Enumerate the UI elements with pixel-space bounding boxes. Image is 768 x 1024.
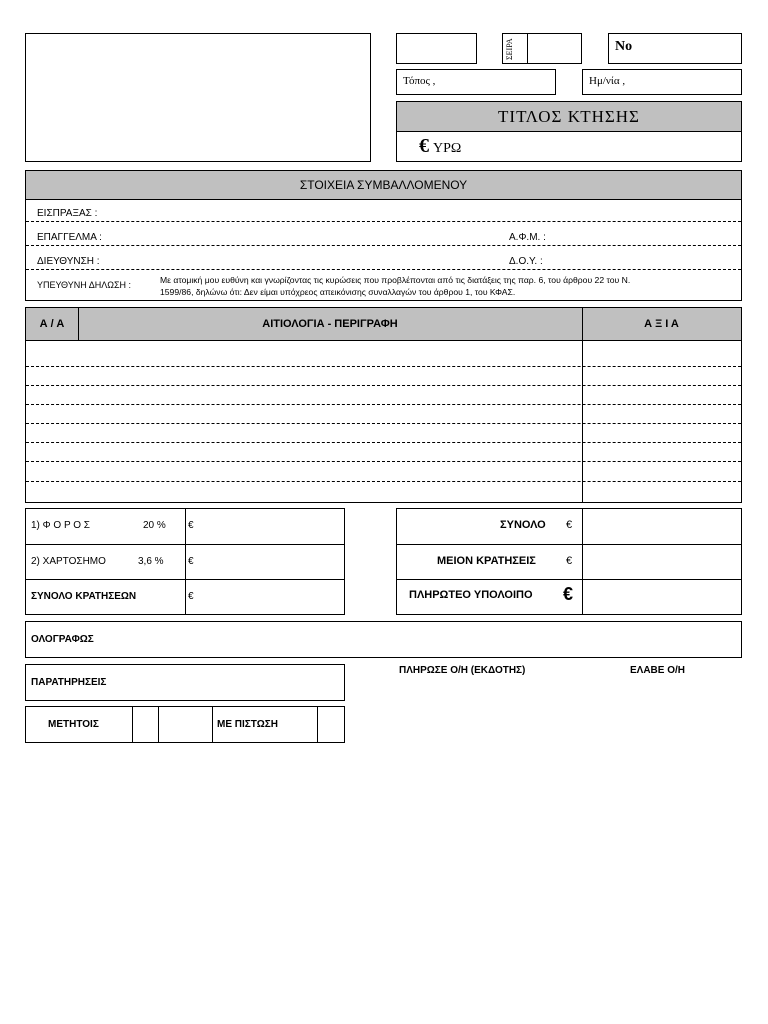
date-field[interactable] bbox=[582, 69, 742, 95]
series-label: ΣΕΙΡΑ bbox=[505, 38, 514, 60]
euro-icon: € bbox=[419, 135, 429, 157]
series-value-box[interactable] bbox=[396, 33, 477, 64]
col-header-value: Α Ξ Ι Α bbox=[644, 318, 679, 330]
place-label: Τόπος , bbox=[403, 75, 436, 87]
tax-rate: 20 % bbox=[143, 520, 166, 531]
total-euro-icon: € bbox=[566, 519, 573, 531]
place-field[interactable] bbox=[396, 69, 556, 95]
col-header-aa: Α / Α bbox=[39, 318, 65, 330]
number-box[interactable] bbox=[608, 33, 742, 64]
totals-box bbox=[396, 508, 742, 615]
date-label: Ημ/νία , bbox=[589, 75, 626, 87]
declaration-line-2: 1599/86, δηλώνω ότι: Δεν είμαι υπόχρεος απεικόνισης συναλλαγών του άρθρου 1, του ΚΦΑΣ. bbox=[160, 287, 516, 297]
declaration-label: ΥΠΕΥΘΥΝΗ ΔΗΛΩΣΗ : bbox=[37, 280, 132, 290]
payable-label: ΠΛΗΡΩΤΕΟ ΥΠΟΛΟΙΠΟ bbox=[409, 589, 533, 601]
minus-euro-icon: € bbox=[566, 555, 573, 567]
amount-in-words-label: ΟΛΟΓΡΑΦΩΣ bbox=[31, 634, 94, 645]
series-box bbox=[502, 33, 582, 64]
total-deductions-euro-icon: € bbox=[188, 591, 194, 602]
table-row[interactable] bbox=[26, 461, 741, 462]
received-by-label: ΕΛΑΒΕ Ο/Η bbox=[630, 665, 686, 676]
number-label: No bbox=[615, 39, 633, 54]
profession-label: ΕΠΑΓΓΕΛΜΑ : bbox=[37, 232, 102, 243]
minus-deductions-label: ΜΕΙΟΝ ΚΡΑΤΗΣΕΙΣ bbox=[437, 555, 536, 567]
party-section-header bbox=[26, 171, 741, 200]
col-header-description: ΑΙΤΙΟΛΟΓΙΑ - ΠΕΡΙΓΡΑΦΗ bbox=[262, 318, 398, 330]
stamp-euro-icon: € bbox=[188, 556, 194, 567]
credit-checkbox[interactable] bbox=[318, 707, 344, 742]
paid-by-label: ΠΛΗΡΩΣΕ Ο/Η (ΕΚΔΟΤΗΣ) bbox=[399, 665, 526, 676]
party-section bbox=[25, 170, 742, 301]
amount-in-words-field[interactable] bbox=[25, 621, 742, 658]
items-table bbox=[25, 307, 742, 503]
address-label: ΔΙΕΥΘΥΝΣΗ : bbox=[37, 256, 100, 267]
payable-euro-icon: € bbox=[563, 584, 574, 604]
party-section-title: ΣΤΟΙΧΕΙΑ ΣΥΜΒΑΛΛΟΜΕΝΟΥ bbox=[299, 178, 468, 192]
doy-label: Δ.Ο.Υ. : bbox=[509, 256, 543, 267]
total-label: ΣΥΝΟΛΟ bbox=[500, 519, 546, 531]
tax-euro-icon: € bbox=[188, 520, 194, 531]
table-row[interactable] bbox=[26, 481, 741, 482]
currency-box bbox=[396, 131, 742, 162]
tax-label: 1) Φ Ο Ρ Ο Σ bbox=[31, 520, 90, 531]
table-row[interactable] bbox=[26, 366, 741, 367]
document-title-bar bbox=[396, 101, 742, 132]
document-title: ΤΙΤΛΟΣ ΚΤΗΣΗΣ bbox=[498, 107, 640, 126]
afm-label: Α.Φ.Μ. : bbox=[509, 232, 546, 243]
cash-checkbox[interactable] bbox=[133, 707, 158, 742]
issuer-box[interactable] bbox=[25, 33, 371, 162]
currency-text: ΥΡΩ bbox=[433, 141, 462, 156]
table-row[interactable] bbox=[26, 404, 741, 405]
table-row[interactable] bbox=[26, 423, 741, 424]
stamp-rate: 3,6 % bbox=[138, 556, 164, 567]
table-row[interactable] bbox=[26, 442, 741, 443]
notes-label: ΠΑΡΑΤΗΡΗΣΕΙΣ bbox=[31, 677, 107, 688]
deductions-box bbox=[25, 508, 345, 615]
table-row[interactable] bbox=[26, 385, 741, 386]
payee-label: ΕΙΣΠΡΑΞΑΣ : bbox=[37, 208, 98, 219]
payment-method-box bbox=[25, 706, 345, 743]
notes-field[interactable] bbox=[25, 664, 345, 701]
declaration-line-1: Με ατομική μου ευθύνη και γνωρίζοντας τις κυρώσεις που προβλέπονται από τις διατάξεις της παρ. 6, του άρθρου 22 του Ν. bbox=[160, 275, 631, 285]
credit-label: ΜΕ ΠΙΣΤΩΣΗ bbox=[217, 719, 278, 730]
total-deductions-label: ΣΥΝΟΛΟ ΚΡΑΤΗΣΕΩΝ bbox=[31, 591, 137, 602]
cash-label: ΜΕΤΗΤΟΙΣ bbox=[48, 719, 99, 730]
stamp-label: 2) ΧΑΡΤΟΣΗΜΟ bbox=[31, 556, 106, 567]
